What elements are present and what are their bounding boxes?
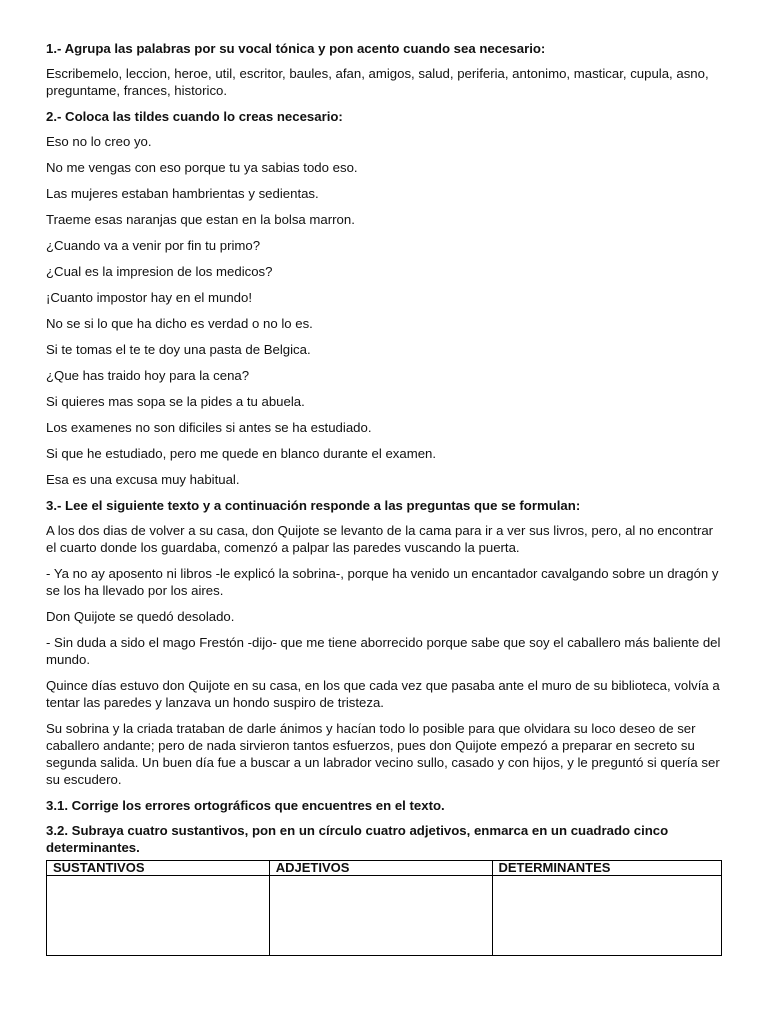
paragraph: A los dos dias de volver a su casa, don Quijote se levanto de la cama para ir a ver sus livros, pero, al no encontrar el cuarto donde los guardaba, comenzó a palpar las paredes vuscando la puerta. — [46, 523, 714, 555]
worksheet-page — [46, 40, 726, 956]
sentence: ¿Cual es la impresion de los medicos? — [46, 264, 273, 279]
word-class-table — [46, 860, 722, 956]
paragraph: - Ya no ay aposento ni libros -le explicó la sobrina-, porque ha venido un encantador cavalgando sobre un dragón y se los ha llevado por los aires. — [46, 566, 719, 598]
adjetivos-answer-cell[interactable] — [269, 876, 492, 956]
table-row — [47, 876, 722, 956]
sustantivos-answer-cell[interactable] — [47, 876, 270, 956]
sentence: ¿Que has traido hoy para la cena? — [46, 368, 250, 383]
q3-1-heading: 3.1. Corrige los errores ortográficos que encuentres en el texto. — [46, 798, 445, 813]
column-header-determinantes: DETERMINANTES — [492, 861, 722, 876]
sentence: Esa es una excusa muy habitual. — [46, 472, 240, 487]
sentence: Los examenes no son dificiles si antes se ha estudiado. — [46, 420, 372, 435]
determinantes-answer-cell[interactable] — [492, 876, 722, 956]
sentence: ¿Cuando va a venir por fin tu primo? — [46, 238, 261, 253]
column-header-adjetivos: ADJETIVOS — [269, 861, 492, 876]
sentence: ¡Cuanto impostor hay en el mundo! — [46, 290, 252, 305]
sentence: No se si lo que ha dicho es verdad o no lo es. — [46, 316, 313, 331]
q2-sentence-list — [46, 133, 726, 488]
sentence: Traeme esas naranjas que estan en la bolsa marron. — [46, 212, 355, 227]
q2-heading: 2.- Coloca las tildes cuando lo creas necesario: — [46, 109, 343, 124]
paragraph: Su sobrina y la criada trataban de darle ánimos y hacían todo lo posible para que olvidara su loco deseo de ser caballero andante; pero de nada sirvieron tantos esfuerzos, pues don Quijote empezó a preparar en secreto su segunda salida. Un buen día fue a buscar a un labrador vecino sullo, casado y con hijos, y le preguntó si quería ser su escudero. — [46, 721, 720, 787]
q1-word-list: Escribemelo, leccion, heroe, util, escritor, baules, afan, amigos, salud, periferia, antonimo, masticar, cupula, asno, preguntame, frances, historico. — [46, 66, 709, 98]
paragraph: - Sin duda a sido el mago Frestón -dijo- que me tiene aborrecido porque sabe que soy el caballero más baliente del mundo. — [46, 635, 721, 667]
sentence: Si que he estudiado, pero me quede en blanco durante el examen. — [46, 446, 437, 461]
column-header-sustantivos: SUSTANTIVOS — [47, 861, 270, 876]
sentence: Eso no lo creo yo. — [46, 134, 152, 149]
q3-heading: 3.- Lee el siguiente texto y a continuación responde a las preguntas que se formulan: — [46, 498, 581, 513]
sentence: Si te tomas el te te doy una pasta de Belgica. — [46, 342, 311, 357]
table-header-row — [47, 861, 722, 876]
q1-heading: 1.- Agrupa las palabras por su vocal tónica y pon acento cuando sea necesario: — [46, 41, 546, 56]
sentence: Las mujeres estaban hambrientas y sedientas. — [46, 186, 319, 201]
q3-2-heading: 3.2. Subraya cuatro sustantivos, pon en un círculo cuatro adjetivos, enmarca en un cuadrado cinco determinantes. — [46, 823, 669, 855]
sentence: No me vengas con eso porque tu ya sabias todo eso. — [46, 160, 358, 175]
sentence: Si quieres mas sopa se la pides a tu abuela. — [46, 394, 305, 409]
paragraph: Don Quijote se quedó desolado. — [46, 609, 235, 624]
paragraph: Quince días estuvo don Quijote en su casa, en los que cada vez que pasaba ante el muro de su biblioteca, volvía a tentar las paredes y lanzava un hondo suspiro de tristeza. — [46, 678, 720, 710]
q3-reading-text — [46, 522, 726, 788]
